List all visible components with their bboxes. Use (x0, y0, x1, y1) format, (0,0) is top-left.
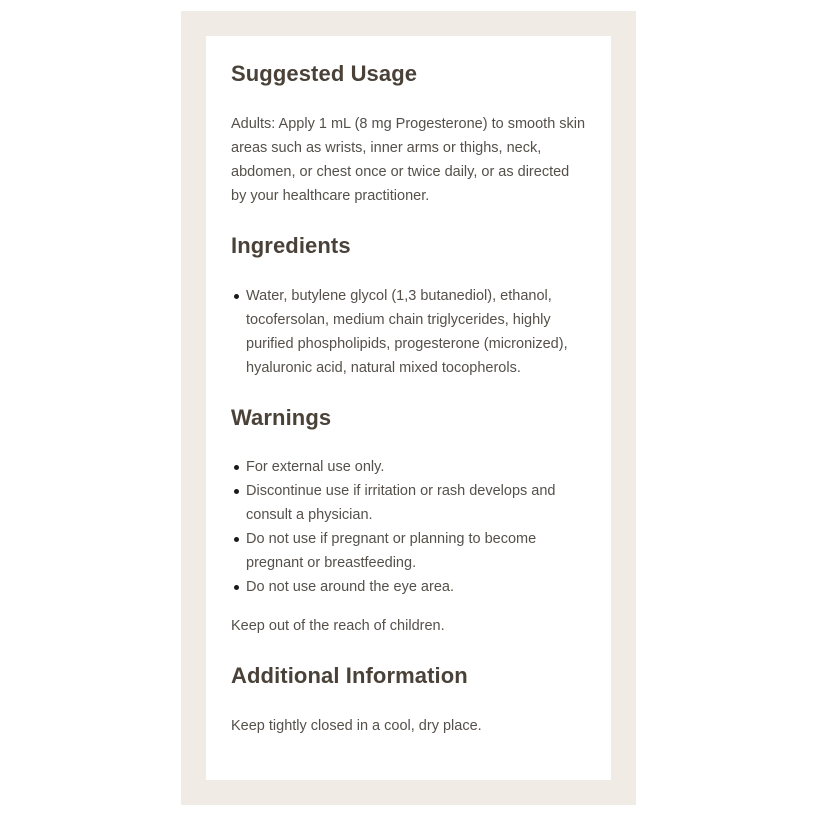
ingredients-heading: Ingredients (231, 233, 351, 258)
warnings-list (231, 455, 586, 599)
product-info-card (206, 36, 611, 780)
warnings-list-item: Do not use if pregnant or planning to become pregnant or breastfeeding. (246, 527, 586, 575)
ingredients-list (231, 284, 586, 380)
additional-info-heading: Additional Information (231, 663, 468, 688)
suggested-usage-text: Adults: Apply 1 mL (8 mg Progesterone) to smooth skin areas such as wrists, inner arms or thighs, neck, abdomen, or chest once or twice daily, or as directed by your healthcare practitioner. (231, 116, 586, 204)
additional-info-text: Keep tightly closed in a cool, dry place. (231, 718, 482, 734)
suggested-usage-heading: Suggested Usage (231, 61, 418, 86)
warnings-list-item: Discontinue use if irritation or rash develops and consult a physician. (246, 479, 586, 527)
warnings-heading: Warnings (231, 405, 332, 430)
product-info-frame (181, 11, 636, 805)
ingredients-list-item: Water, butylene glycol (1,3 butanediol), ethanol, tocofersolan, medium chain triglycerides, highly purified phospholipids, progesterone (micronized), hyaluronic acid, natural mixed tocopherols. (246, 284, 586, 380)
children-warning-text: Keep out of the reach of children. (231, 618, 445, 634)
warnings-list-item: Do not use around the eye area. (246, 575, 586, 599)
warnings-list-item: For external use only. (246, 455, 586, 479)
